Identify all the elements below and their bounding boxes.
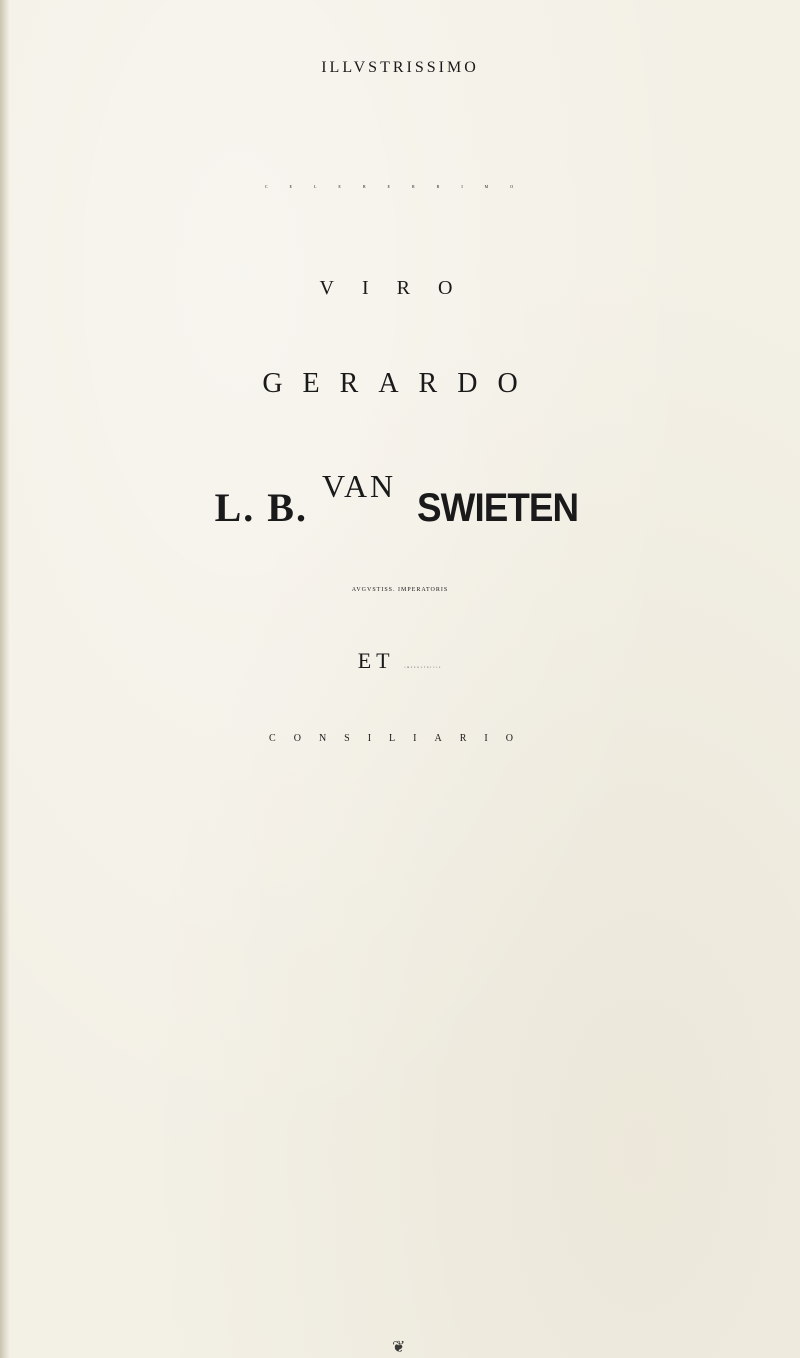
dedication-line-consiliario: CONSILIARIO <box>269 733 531 744</box>
page-gutter <box>0 0 10 1358</box>
dedication-line-illvstrissimo: ILLVSTRISSIMO <box>321 59 479 76</box>
fleuron-ornament: ❦ <box>392 1339 406 1356</box>
dedication-line-imperatoris: AVGVSTISS. IMPERATORIS <box>351 587 449 593</box>
name-van: VAN <box>321 468 397 504</box>
imperatricis-text: IMPERATRICIS <box>404 667 443 669</box>
name-surname: SWIETEN <box>417 486 579 530</box>
name-initials: L. B. <box>214 485 308 530</box>
dedication-line-viro: VIRO <box>319 277 481 299</box>
conjunction-et: ET <box>357 648 395 673</box>
dedication-line-gerardo: GERARDO <box>262 368 538 399</box>
dedication-line-swieten <box>0 470 800 528</box>
dedication-line-celeberrimo: CELEBERRIMO <box>264 184 536 189</box>
dedication-line-imperatricis <box>0 650 800 672</box>
